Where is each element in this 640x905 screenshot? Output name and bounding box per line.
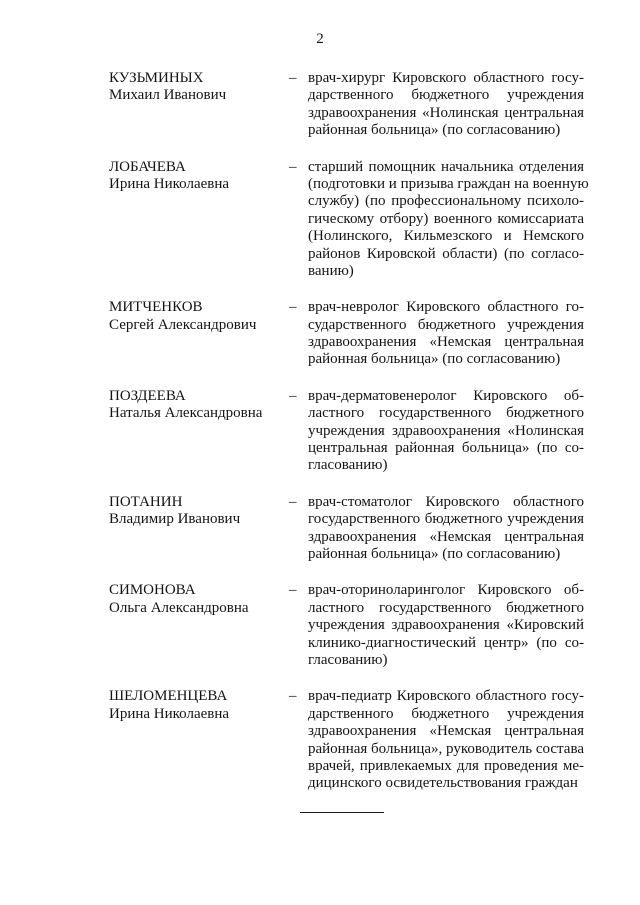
position-line: учреждения здравоохранения «Кировский <box>308 617 584 634</box>
position-line: врач-педиатр Кировского областного госу- <box>308 688 584 705</box>
position-line: районная больница» (по согласованию) <box>308 545 561 562</box>
position-line: районная больница» (по согласованию) <box>308 122 561 139</box>
position-line: гическому отбору) военного комиссариата <box>308 210 584 227</box>
member-name <box>109 388 284 423</box>
member-position <box>308 299 584 369</box>
position-line: учреждения здравоохранения «Нолинская <box>308 422 584 439</box>
position-line: районов Кировской области) (по согласо- <box>308 245 584 262</box>
member-dash: – <box>289 493 297 510</box>
member-dash: – <box>289 299 297 316</box>
member-given-names: Ирина Николаевна <box>109 175 230 192</box>
page-number: 2 <box>316 31 324 47</box>
position-line: старший помощник начальника отделения <box>308 158 584 175</box>
position-line: государственного бюджетного учреждения <box>308 511 584 528</box>
member-dash: – <box>289 387 297 404</box>
member-position <box>308 494 584 564</box>
member-name <box>109 582 284 617</box>
member-name <box>109 70 284 105</box>
member-surname: КУЗЬМИНЫХ <box>109 70 204 86</box>
position-line: (Нолинского, Кильмезского и Немского <box>308 228 584 245</box>
position-line: врач-дерматовенеролог Кировского об- <box>308 387 584 404</box>
member-surname: ПОЗДЕЕВА <box>109 387 186 404</box>
member-dash: – <box>289 582 297 599</box>
member-surname: МИТЧЕНКОВ <box>109 299 203 316</box>
member-surname: ШЕЛОМЕНЦЕВА <box>109 688 228 705</box>
member-given-names: Ольга Александровна <box>109 599 249 616</box>
member-given-names: Ирина Николаевна <box>109 705 230 722</box>
member-name <box>109 688 284 723</box>
member-surname: ЛОБАЧЕВА <box>109 158 186 175</box>
end-divider <box>300 812 384 813</box>
member-position <box>308 70 584 140</box>
position-line: дицинского освидетельствования граждан <box>308 775 578 792</box>
position-line: врач-стоматолог Кировского областного <box>308 493 584 510</box>
member-entry <box>0 388 640 475</box>
position-line: сударственного бюджетного учреждения <box>308 316 584 333</box>
position-line: центральная районная больница» (по со- <box>308 440 584 457</box>
position-line: дарственного бюджетного учреждения <box>308 705 584 722</box>
position-line: ластного государственного бюджетного <box>308 405 584 422</box>
position-line: дарственного бюджетного учреждения <box>308 87 584 104</box>
member-given-names: Наталья Александровна <box>109 405 263 422</box>
member-position <box>308 388 584 475</box>
member-name <box>109 299 284 334</box>
member-entry <box>0 70 640 140</box>
member-entry <box>0 494 640 564</box>
member-entry <box>0 582 640 669</box>
member-entry <box>0 688 640 792</box>
position-line: врач-невролог Кировского областного го- <box>308 299 584 316</box>
member-entry <box>0 159 640 281</box>
member-name <box>109 159 284 194</box>
position-line: гласованию) <box>308 651 388 668</box>
position-line: районная больница», руководитель состава <box>308 740 584 757</box>
member-name <box>109 494 284 529</box>
member-position <box>308 688 584 792</box>
position-line: врач-оториноларинголог Кировского об- <box>308 582 584 599</box>
member-dash: – <box>289 158 297 175</box>
member-surname: СИМОНОВА <box>109 582 196 599</box>
member-given-names: Михаил Иванович <box>109 87 227 104</box>
member-given-names: Сергей Александрович <box>109 316 257 333</box>
position-line: врачей, привлекаемых для проведения ме- <box>308 757 584 774</box>
position-line: здравоохранения «Немская центральная <box>308 723 584 740</box>
member-given-names: Владимир Иванович <box>109 511 241 528</box>
position-line: здравоохранения «Немская центральная <box>308 528 584 545</box>
member-list <box>0 70 640 812</box>
position-line: районная больница» (по согласованию) <box>308 351 561 368</box>
member-dash: – <box>289 688 297 705</box>
position-line: ванию) <box>308 262 354 279</box>
position-line: здравоохранения «Немская центральная <box>308 334 584 351</box>
member-surname: ПОТАНИН <box>109 493 183 510</box>
position-line: здравоохранения «Нолинская центральная <box>308 104 584 121</box>
position-line: клинико-диагностический центр» (по со- <box>308 634 584 651</box>
member-entry <box>0 299 640 369</box>
member-position <box>308 158 589 281</box>
member-dash: – <box>289 70 297 86</box>
position-line: (подготовки и призыва граждан на военную <box>308 175 589 192</box>
position-line: врач-хирург Кировского областного госу- <box>308 70 584 86</box>
position-line: службу) (по профессиональному психоло- <box>308 193 584 210</box>
position-line: ластного государственного бюджетного <box>308 599 584 616</box>
member-position <box>308 582 584 669</box>
position-line: гласованию) <box>308 457 388 474</box>
